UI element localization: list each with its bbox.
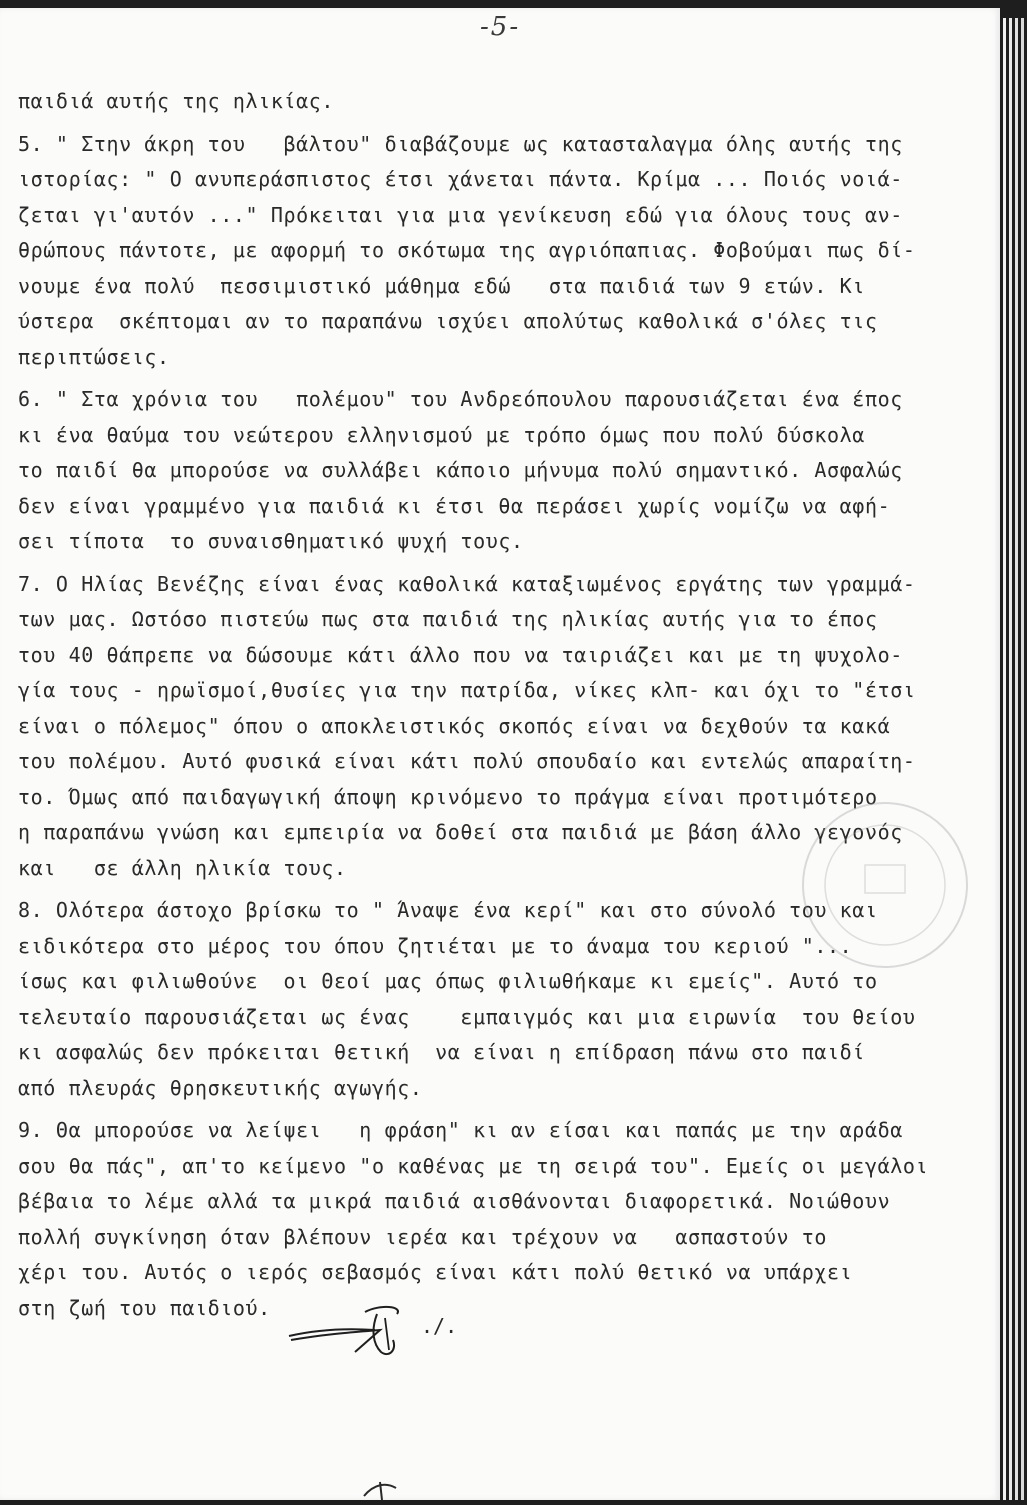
text-line: το. Όμως από παιδαγωγική άποψη κρινόμενο το πράγμα είναι προτιμότερο (18, 784, 878, 809)
signature-scribble (285, 1300, 425, 1370)
text-line: τελευταίο παρουσιάζεται ως ένας εμπαιγμός και μια ειρωνία του θείου (18, 1004, 916, 1029)
signature (285, 1300, 485, 1370)
text-line: γία τους - ηρωϊσμοί,θυσίες για την πατρίδα, νίκες κλπ- και όχι το "έτσι (18, 678, 916, 702)
page-edge (1009, 18, 1012, 1500)
paragraph-9 (18, 1113, 993, 1326)
text-line: ύστερα σκέπτομαι αν το παραπάνω ισχύει απολύτως καθολικά σ'όλες τις (18, 309, 878, 333)
text-line: του πολέμου. Αυτό φυσικά είναι κάτι πολύ σπουδαίο και εντελώς απαραίτη- (18, 749, 916, 773)
text-line: ίσως και φιλιωθούνε οι Θεοί μας όπως φιλιωθήκαμε κι εμείς". Αυτό το (18, 969, 878, 993)
text-line: στη ζωή του παιδιού. (18, 1295, 271, 1320)
text-line: ειδικότερα στο μέρος του όπου ζητιέται με το άναμα του κεριού "... (18, 933, 853, 958)
text-line: 5. " Στην άκρη του βάλτου" διαβάζουμε ως κατασταλαγμα όλης αυτής της (18, 131, 903, 156)
text-line: από πλευράς θρησκευτικής αγωγής. (18, 1075, 423, 1100)
text-line: είναι ο πόλεμος" όπου ο αποκλειστικός σκοπός είναι να δεχθούν τα κακά (18, 713, 891, 738)
text-line: και σε άλλη ηλικία τους. (18, 855, 347, 880)
page-edge (1003, 18, 1006, 1500)
text-line: 7. Ο Ηλίας Βενέζης είναι ένας καθολικά καταξιωμένος εργάτης των γραμμά- (18, 571, 916, 596)
text-line: κι ασφαλώς δεν πρόκειται θετική να είναι η επίδραση πάνω στο παιδί (18, 1040, 865, 1064)
text-line: σει τίποτα το συναισθηματικό ψυχή τους. (18, 529, 524, 553)
text-line: 9. Θα μπορούσε να λείψει η φράση" κι αν είσαι και παπάς με την αράδα (18, 1118, 903, 1142)
paragraph-intro (18, 84, 993, 120)
text-line: παιδιά αυτής της ηλικίας. (18, 89, 335, 113)
page-edge (1021, 18, 1024, 1500)
text-line: κι ένα θαύμα του νεώτερου ελληνισμού με τρόπο όμως που πολύ δύσκολα (18, 422, 865, 447)
text-line: θρώπους πάντοτε, με αφορμή το σκότωμα της αγριόπαπιας. Φοβούμαι πως δί- (18, 238, 916, 262)
paragraph-5 (18, 127, 993, 376)
text-line: πολλή συγκίνηση όταν βλέπουν ιερέα και τρέχουν να ασπαστούν το (18, 1224, 828, 1249)
text-line: σου θα πάς", απ'το κείμενο "ο καθένας με τη σειρά του". Εμείς οι μεγάλοι (18, 1153, 929, 1178)
text-line: χέρι του. Αυτός ο ιερός σεβασμός είναι κάτι πολύ θετικό να υπάρχει (18, 1260, 853, 1284)
document-body (18, 84, 993, 1333)
text-line: των μας. Ωστόσο πιστεύω πως στα παιδιά της ηλικίας αυτής για το έπος (18, 607, 878, 631)
stamp-seal (790, 790, 980, 980)
text-line: δεν είναι γραμμένο για παιδιά κι έτσι θα περάσει χωρίς νομίζω να αφή- (18, 493, 891, 518)
text-line: του 40 θάπρεπε να δώσουμε κάτι άλλο που να ταιριάζει και με τη ψυχολο- (18, 642, 903, 667)
text-line: περιπτώσεις. (18, 344, 170, 369)
text-line: ζεται γι'αυτόν ..." Πρόκειται για μια γενίκευση εδώ για όλους τους αν- (18, 202, 903, 227)
text-line: 8. Ολότερα άστοχο βρίσκω το " Άναψε ένα κερί" και στο σύνολό του και (18, 898, 878, 922)
bottom-scribble (360, 1478, 410, 1505)
continuation-mark: ./. (421, 1314, 458, 1338)
text-line: βέβαια το λέμε αλλά τα μικρά παιδιά αισθάνονται διαφορετικά. Νοιώθουν (18, 1189, 891, 1213)
page-edge (1015, 18, 1018, 1500)
page-number: -5- (480, 12, 521, 42)
text-line: 6. " Στα χρόνια του πολέμου" του Ανδρεόπουλου παρουσιάζεται ένα έπος (18, 387, 903, 411)
text-line: νουμε ένα πολύ πεσσιμιστικό μάθημα εδώ στα παιδιά των 9 ετών. Κι (18, 273, 865, 298)
text-line: η παραπάνω γνώση και εμπειρία να δοθεί στα παιδιά με βάση άλλο γεγονός (18, 820, 903, 844)
paragraph-6 (18, 382, 993, 560)
text-line: ιστορίας: " Ο ανυπεράσπιστος έτσι χάνεται πάντα. Κρίμα ... Ποιός νοιά- (18, 167, 903, 191)
text-line: το παιδί θα μπορούσε να συλλάβει κάποιο μήνυμα πολύ σημαντικό. Ασφαλώς (18, 458, 903, 482)
